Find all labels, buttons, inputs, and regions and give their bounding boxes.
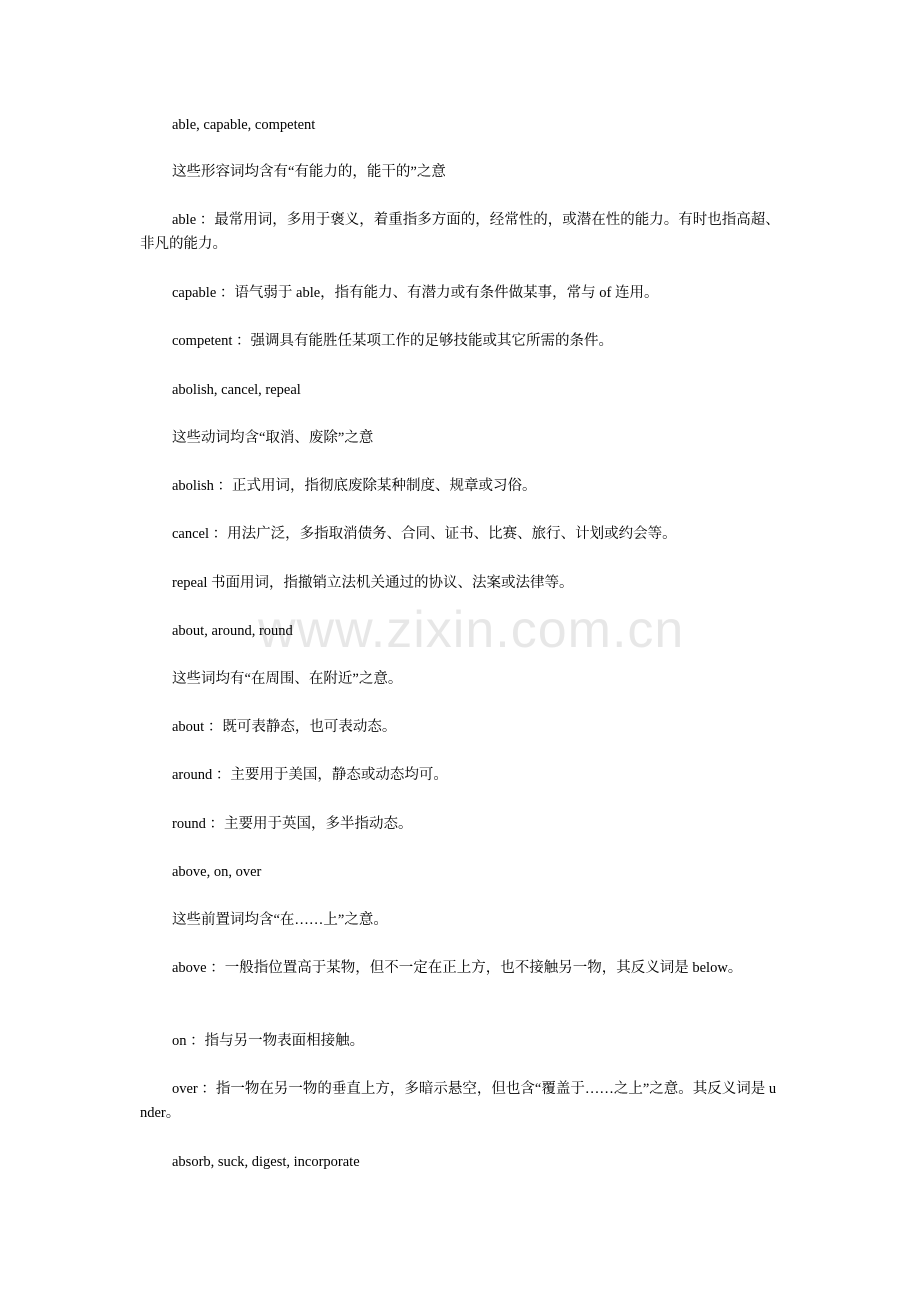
paragraph-heading-able-group: able, capable, competent: [172, 117, 316, 133]
paragraph-abolish-definition: abolish ：正式用词，指彻底废除某种制度、规章或习俗。: [172, 478, 537, 494]
paragraph-capable-definition: capable ：语气弱于 able，指有能力、有潜力或有条件做某事，常与 of 连用。: [172, 285, 659, 301]
paragraph-about-intro: 这些词均有“在周围、在附近”之意。: [172, 671, 403, 687]
paragraph-cancel-definition: cancel ：用法广泛，多指取消债务、合同、证书、比赛、旅行、计划或约会等。: [172, 526, 677, 542]
paragraph-over-definition: over ：指一物在另一物的垂直上方，多暗示悬空，但也含“覆盖于……之上”之意。其反义词是 under。: [140, 1081, 777, 1121]
paragraph-around-definition: around ：主要用于美国，静态或动态均可。: [172, 767, 448, 783]
paragraph-above-definition: above ：一般指位置高于某物，但不一定在正上方，也不接触另一物，其反义词是 below。: [172, 960, 743, 976]
paragraph-competent-definition: competent ：强调具有能胜任某项工作的足够技能或其它所需的条件。: [172, 333, 614, 349]
paragraph-able-intro: 这些形容词均含有“有能力的，能干的”之意: [172, 164, 446, 180]
paragraph-heading-above-group: above, on, over: [172, 864, 262, 880]
paragraph-above-intro: 这些前置词均含“在……上”之意。: [172, 912, 388, 928]
paragraph-about-definition: about ：既可表静态，也可表动态。: [172, 719, 397, 735]
paragraph-abolish-intro: 这些动词均含“取消、废除”之意: [172, 430, 374, 446]
paragraph-heading-about-group: about, around, round: [172, 623, 293, 639]
paragraph-able-definition: able ：最常用词，多用于褒义，着重指多方面的，经常性的，或潜在性的能力。有时也指高超、非凡的能力。: [140, 212, 780, 252]
paragraph-repeal-definition: repeal 书面用词，指撤销立法机关通过的协议、法案或法律等。: [172, 575, 574, 591]
site-watermark: www.zixin.com.cn: [258, 601, 685, 659]
paragraph-round-definition: round ：主要用于英国，多半指动态。: [172, 816, 413, 832]
paragraph-on-definition: on ：指与另一物表面相接触。: [172, 1033, 365, 1049]
paragraph-heading-absorb-group: absorb, suck, digest, incorporate: [172, 1154, 360, 1170]
paragraph-heading-abolish-group: abolish, cancel, repeal: [172, 382, 301, 398]
